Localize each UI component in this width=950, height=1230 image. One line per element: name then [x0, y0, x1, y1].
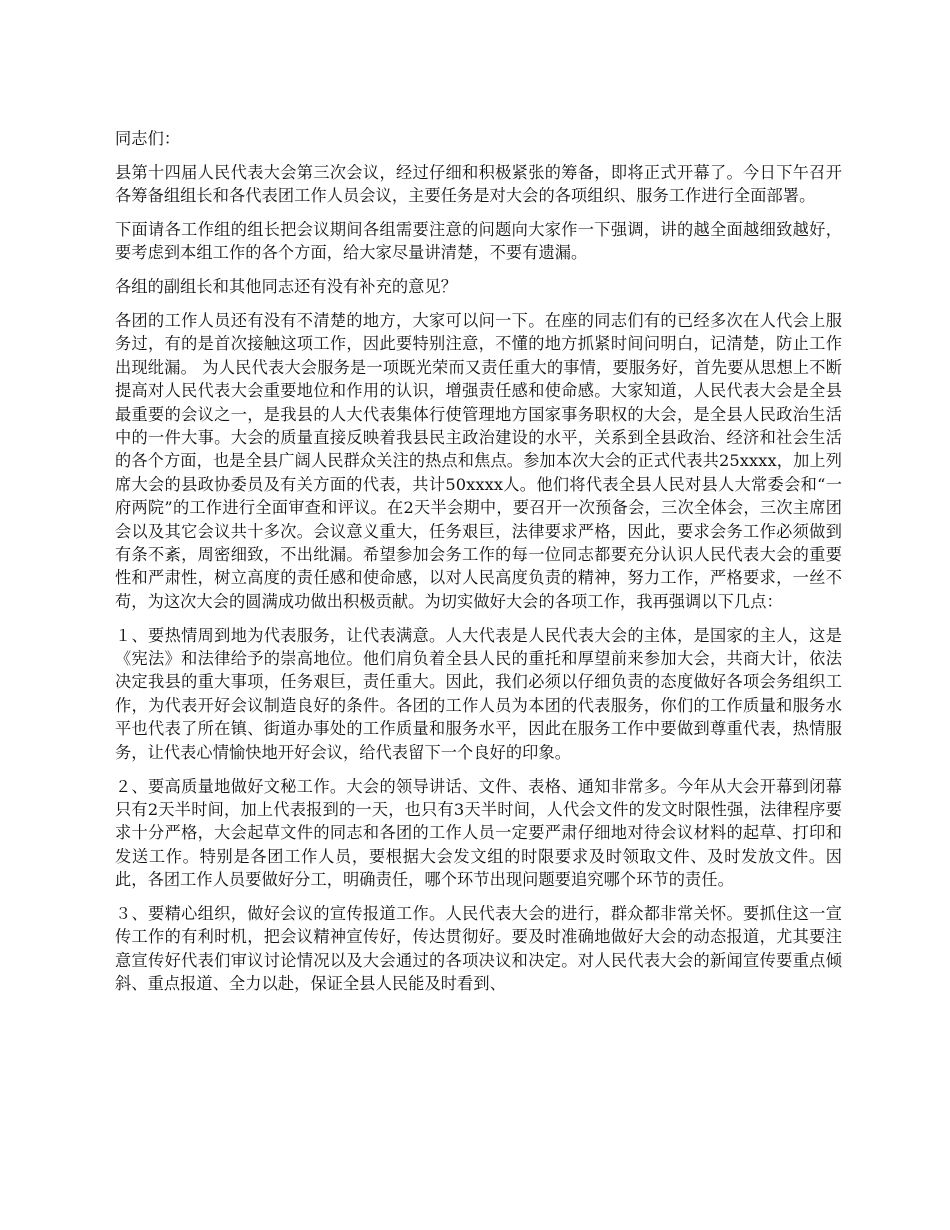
paragraph-main-body: 各团的工作人员还有没有不清楚的地方，大家可以问一下。在座的同志们有的已经多次在人代会上服务过，有的是首次接触这项工作，因此要特别注意，不懂的地方抓紧时间问明白，记清楚，防止工作出现纰漏。 为人民代表大会服务是一项既光荣而又责任重大的事情，要服务好，首先要从思想上不断提高对人民代表大会重要地位和作用的认识，增强责任感和使命感。大家知道，人民代表大会是全县最重要的会议之一，是我县的人大代表集体行使管理地方国家事务职权的大会，是全县人民政治生活中的一件大事。大会的质量直接反映着我县民主政治建设的水平，关系到全县政治、经济和社会生活的各个方面，也是全县广阔人民群众关注的热点和焦点。参加本次大会的正式代表共25xxxx，加上列席大会的县政协委员及有关方面的代表，共计50xxxx人。他们将代表全县人民对县人大常委会和“一府两院”的工作进行全面审查和评议。在2天半会期中，要召开一次预备会，三次全体会，三次主席团会以及其它会议共十多次。会议意义重大，任务艰巨，法律要求严格，因此，要求会务工作必须做到有条不紊，周密细致，不出纰漏。希望参加会务工作的每一位同志都要充分认识人民代表大会的重要性和严肃性，树立高度的责任感和使命感，以对人民高度负责的精神，努力工作，严格要求，一丝不苟，为这次大会的圆满成功做出积极贡献。为切实做好大会的各项工作，我再强调以下几点：	[115, 311, 842, 611]
paragraph-point-2: ２、要高质量地做好文秘工作。大会的领导讲话、文件、表格、通知非常多。今年从大会开幕到闭幕只有2天半时间，加上代表报到的一天，也只有3天半时间，人代会文件的发文时限性强，法律程序要求十分严格，大会起草文件的同志和各团的工作人员一定要严肃仔细地对待会议材料的起草、打印和发送工作。特别是各团工作人员，要根据大会发文组的时限要求及时领取文件、及时发放文件。因此，各团工作人员要做好分工，明确责任，哪个环节出现问题要追究哪个环节的责任。	[115, 776, 842, 890]
paragraph-group-leaders: 下面请各工作组的组长把会议期间各组需要注意的问题向大家作一下强调，讲的越全面越细致越好，要考虑到本组工作的各个方面，给大家尽量讲清楚，不要有遗漏。	[115, 220, 842, 263]
document-body	[115, 127, 842, 1006]
paragraph-opening: 县第十四届人民代表大会第三次会议，经过仔细和积极紧张的筹备，即将正式开幕了。今日下午召开各筹备组组长和各代表团工作人员会议，主要任务是对大会的各项组织、服务工作进行全面部署。	[115, 162, 842, 206]
paragraph-point-1: １、要热情周到地为代表服务，让代表满意。人大代表是人民代表大会的主体，是国家的主人，这是《宪法》和法律给予的崇高地位。他们肩负着全县人民的重托和厚望前来参加大会，共商大计，依法决定我县的重大事项，任务艰巨，责任重大。因此，我们必须以仔细负责的态度做好各项会务组织工作，为代表开好会议制造良好的条件。各团的工作人员为本团的代表服务，你们的工作质量和服务水平也代表了所在镇、街道办事处的工作质量和服务水平，因此在服务工作中要做到尊重代表，热情服务，让代表心情愉快地开好会议，给代表留下一个良好的印象。	[115, 625, 842, 762]
salutation: 同志们：	[115, 129, 181, 148]
paragraph-point-3: ３、要精心组织，做好会议的宣传报道工作。人民代表大会的进行，群众都非常关怀。要抓住这一宣传工作的有利时机，把会议精神宣传好，传达贯彻好。要及时准确地做好大会的动态报道，尤其要注意宣传好代表们审议讨论情况以及大会通过的各项决议和决定。对人民代表大会的新闻宣传要重点倾斜、重点报道、全力以赴，保证全县人民能及时看到、	[115, 903, 842, 994]
paragraph-deputy-leaders: 各组的副组长和其他同志还有没有补充的意见？	[115, 277, 458, 297]
